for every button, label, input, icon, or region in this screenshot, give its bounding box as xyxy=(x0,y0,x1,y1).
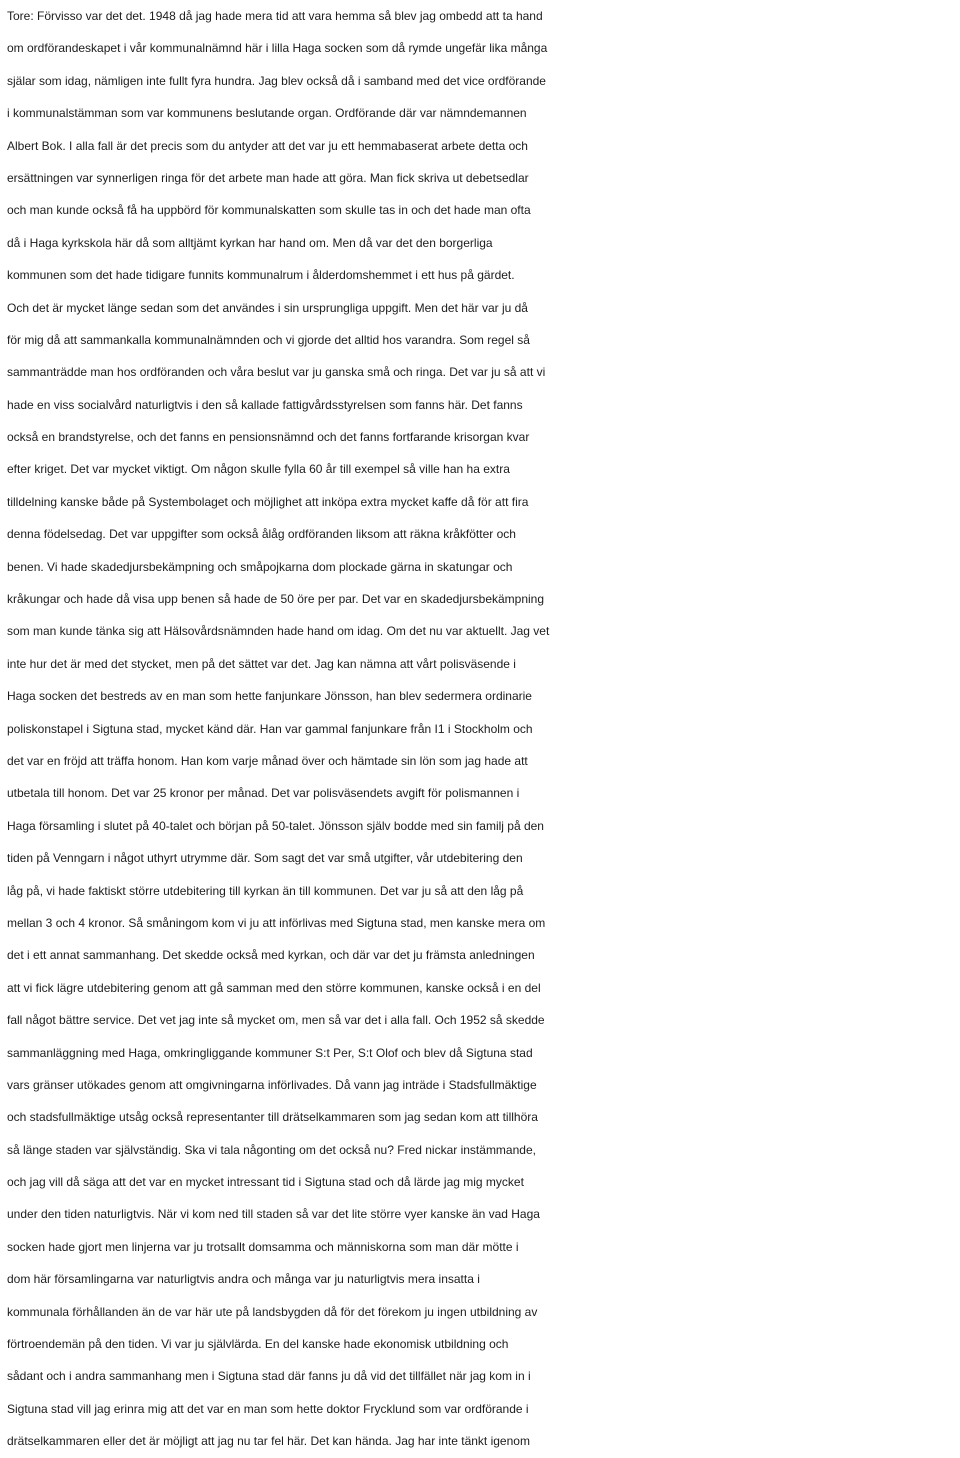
text-line: det var en fröjd att träffa honom. Han kom varje månad över och hämtade sin lön som jag hade att xyxy=(7,753,528,768)
text-line: Tore: Förvisso var det det. 1948 då jag hade mera tid att vara hemma så blev jag ombedd att ta hand xyxy=(7,9,543,23)
text-line: mellan 3 och 4 kronor. Så småningom kom vi ju att införlivas med Sigtuna stad, men kanske mera om xyxy=(7,915,546,930)
text-line: Haga församling i slutet på 40-talet och början på 50-talet. Jönsson själv bodde med sin familj på den xyxy=(7,818,544,833)
text-line: sammanläggning med Haga, omkringliggande kommuner S:t Per, S:t Olof och blev då Sigtuna stad xyxy=(7,1045,533,1060)
text-line: hade en viss socialvård naturligtvis i den så kallade fattigvårdsstyrelsen som fanns här. Det fanns xyxy=(7,397,523,412)
text-line: i kommunalstämman som var kommunens beslutande organ. Ordförande där var nämndemannen xyxy=(7,106,527,121)
text-line: det i ett annat sammanhang. Det skedde också med kyrkan, och där var det ju främsta anledningen xyxy=(7,948,535,963)
text-line: under den tiden naturligtvis. När vi kom ned till staden så var det lite större vyer kanske än vad Haga xyxy=(7,1207,540,1222)
text-line: Haga socken det bestreds av en man som hette fanjunkare Jönsson, han blev sedermera ordinarie xyxy=(7,689,532,704)
text-line: för mig då att sammankalla kommunalnämnden och vi gjorde det alltid hos varandra. Som regel så xyxy=(7,332,530,347)
text-line: och jag vill då säga att det var en mycket intressant tid i Sigtuna stad och då lärde jag mig mycket xyxy=(7,1175,524,1190)
text-line: Albert Bok. I alla fall är det precis som du antyder att det var ju ett hemmabaserat arbete detta och xyxy=(7,138,528,153)
text-line: vars gränser utökades genom att omgivningarna införlivades. Då vann jag inträde i Stadsfullmäktige xyxy=(7,1077,537,1092)
text-line: tiden på Venngarn i något uthyrt utrymme där. Som sagt det var små utgifter, vår utdebitering den xyxy=(7,851,523,866)
text-line: utbetala till honom. Det var 25 kronor per månad. Det var polisväsendets avgift för polismannen i xyxy=(7,786,520,801)
text-line: att vi fick lägre utdebitering genom att gå samman med den större kommunen, kanske också i en del xyxy=(7,980,541,995)
text-line: kommunen som det hade tidigare funnits kommunalrum i ålderdomshemmet i ett hus på gärdet. xyxy=(7,268,515,283)
text-line: dom här församlingarna var naturligtvis andra och många var ju naturligtvis mera insatta i xyxy=(7,1272,480,1287)
text-line: benen. Vi hade skadedjursbekämpning och småpojkarna dom plockade gärna in skatungar och xyxy=(7,559,513,574)
text-line: ersättningen var synnerligen ringa för det arbete man hade att göra. Man fick skriva ut debetsedlar xyxy=(7,170,529,185)
text-line: också en brandstyrelse, och det fanns en pensionsnämnd och det fanns fortfarande krisorgan kvar xyxy=(7,430,530,445)
text-line: drätselkammaren eller det är möjligt att jag nu tar fel här. Det kan hända. Jag har inte tänkt igenom xyxy=(7,1434,530,1449)
text-line: om ordförandeskapet i vår kommunalnämnd här i lilla Haga socken som då rymde ungefär lika många xyxy=(7,41,548,56)
text-line: själar som idag, nämligen inte fullt fyra hundra. Jag blev också då i samband med det vice ordförande xyxy=(7,73,546,88)
text-line: tilldelning kanske både på Systembolaget och möjlighet att inköpa extra mycket kaffe då för att fira xyxy=(7,494,529,509)
text-line: och man kunde också få ha uppbörd för kommunalskatten som skulle tas in och det hade man ofta xyxy=(7,203,531,218)
text-line: då i Haga kyrkskola här då som alltjämt kyrkan har hand om. Men då var det den borgerliga xyxy=(7,235,493,250)
text-line: sådant och i andra sammanhang men i Sigtuna stad där fanns ju då vid det tillfället när jag kom in i xyxy=(7,1369,531,1384)
text-line: så länge staden var självständig. Ska vi tala någonting om det också nu? Fred nickar instämmande, xyxy=(7,1142,536,1157)
text-line: fall något bättre service. Det vet jag inte så mycket om, men så var det i alla fall. Och 1952 så skedde xyxy=(7,1013,545,1028)
text-line: förtroendemän på den tiden. Vi var ju självlärda. En del kanske hade ekonomisk utbildning och xyxy=(7,1337,509,1352)
text-line: Sigtuna stad vill jag erinra mig att det var en man som hette doktor Frycklund som var ordförande i xyxy=(7,1401,529,1416)
text-line: Och det är mycket länge sedan som det användes i sin ursprungliga uppgift. Men det här var ju då xyxy=(7,300,528,315)
text-line: kommunala förhållanden än de var här ute på landsbygden då för det förekom ju ingen utbildning av xyxy=(7,1304,538,1319)
text-line: kråkungar och hade då visa upp benen så hade de 50 öre per par. Det var en skadedjursbekämpning xyxy=(7,592,545,607)
text-line: efter kriget. Det var mycket viktigt. Om någon skulle fylla 60 år till exempel så ville han ha extra xyxy=(7,462,510,477)
text-line: och stadsfullmäktige utsåg också representanter till drätselkammaren som jag sedan kom att tillhöra xyxy=(7,1110,538,1125)
text-line: denna födelsedag. Det var uppgifter som också ålåg ordföranden liksom att räkna kråkfötter och xyxy=(7,527,516,542)
text-line: som man kunde tänka sig att Hälsovårdsnämnden hade hand om idag. Om det nu var aktuellt. Jag vet xyxy=(7,624,550,639)
text-line: inte hur det är med det stycket, men på det sättet var det. Jag kan nämna att vårt polisväsende i xyxy=(7,656,516,671)
text-line: sammanträdde man hos ordföranden och våra beslut var ju ganska små och ringa. Det var ju så att vi xyxy=(7,365,546,380)
text-line: socken hade gjort men linjerna var ju trotsallt domsamma och människorna som man där mötte i xyxy=(7,1239,519,1254)
text-line: poliskonstapel i Sigtuna stad, mycket känd där. Han var gammal fanjunkare från I1 i Stockholm och xyxy=(7,721,533,736)
text-line: låg på, vi hade faktiskt större utdebitering till kyrkan än till kommunen. Det var ju så att den låg på xyxy=(7,883,524,898)
text-body xyxy=(7,0,957,1458)
